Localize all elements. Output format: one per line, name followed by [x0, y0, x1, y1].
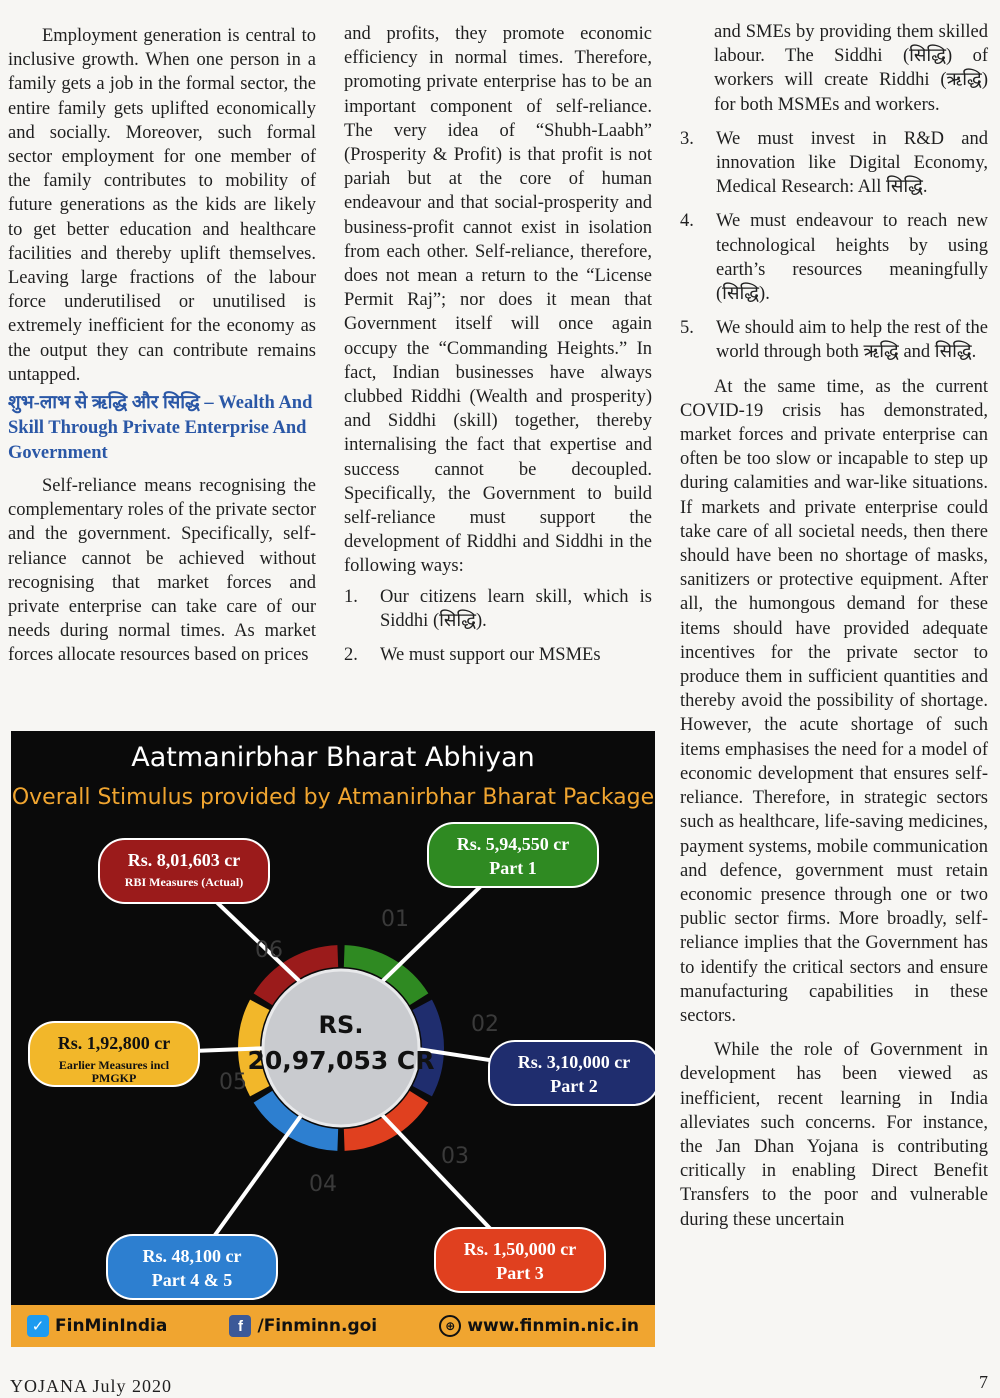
paragraph: Employment generation is central to inclusive growth. When one person in a family gets a job in the formal sector, the entire family gets uplifted economically and socially. Moreover, such formal sector employment for one member of the family contributes to mobility of future generations as the kids are likely to get better education and healthcare facilities and thereby uplift themselves. Leaving large fractions of the labour force underutilised or unutilised is extremely inefficient for the economy as the output they can contribute remains untapped. [8, 26, 316, 385]
pill-amount: Rs. 5,94,550 cr [456, 834, 570, 854]
segment-number: 06 [255, 938, 283, 963]
pill-amount: Rs. 1,50,000 cr [463, 1239, 577, 1259]
infographic-title: Aatmanirbhar Bharat Abhiyan [131, 742, 535, 773]
list-item [680, 127, 988, 200]
column-3 [680, 20, 988, 1232]
column-2 [344, 22, 652, 677]
list-number: 2. [344, 645, 358, 666]
segment-number: 04 [309, 1172, 337, 1197]
list-item [680, 209, 988, 306]
segment-pill [99, 839, 269, 903]
list-text: We must invest in R&D and innovation like Digital Economy, Medical Research: All सिद्धि. [716, 128, 988, 198]
paragraph: Self-reliance means recognising the complementary roles of the private sector and the government. Specifically, self-reliance cannot be achieved without recognising that market forces and private enterprise can take care of our needs during normal times. As market forces allocate resources based on prices [8, 476, 316, 666]
segment-pill [489, 1041, 655, 1105]
pill-label: Part 1 [489, 858, 537, 878]
pill-label: Part 2 [550, 1076, 598, 1096]
center-total: 20,97,053 CR [247, 1046, 435, 1075]
website [439, 1315, 639, 1337]
twitter-icon: ✓ [27, 1315, 49, 1337]
segment-pill [29, 1022, 199, 1086]
center-label: RS. [318, 1011, 364, 1039]
facebook-text: /Finminn.goi [257, 1316, 378, 1336]
pill-label: RBI Measures (Actual) [124, 875, 244, 889]
paragraph: and SMEs by providing them skilled labour. The Siddhi (सिद्धि) of workers will create Riddhi (ऋद्धि) for both MSMEs and workers. [714, 22, 988, 115]
twitter-text: FinMinIndia [55, 1316, 168, 1336]
section-heading: शुभ-लाभ से ऋद्धि और सिद्धि – Wealth And Skill Through Private Enterprise And Government [8, 393, 313, 464]
segment-number: 01 [381, 907, 409, 932]
numbered-list [344, 585, 652, 668]
globe-icon: ⊕ [439, 1315, 461, 1337]
pill-label: Part 3 [496, 1263, 544, 1283]
page-footer: YOJANA July 2020 [10, 1376, 173, 1396]
paragraph: At the same time, as the current COVID-19 crisis has demonstrated, market forces and private enterprise can often be too slow or incapable to step up during calamities and war-like situations. If markets and private enterprise could take care of all societal needs, then there should have been no shortage of masks, sanitizers or protective equipment. After all, the humongous demand for these items should have provided adequate incentives for the private sector to produce them in sufficient quantities and thereby avoid the possibility of shortage. However, the acute shortage of such items emphasises the need for a model of economic development that ensures self-reliance. Therefore, in strategic sectors such as healthcare, life-saving medicines, payment systems, mobile communication and defence, government must retain economic presence through one or two public sector firms. More broadly, self-reliance implies that the Government has to identify the critical sectors and ensure manufacturing capabilities in these sectors. [680, 376, 988, 1026]
paragraph: and profits, they promote economic efficiency in normal times. Therefore, promoting private enterprise has to be an important component of self-reliance. The very idea of “Shubh-Laabh” (Prosperity & Profit) is that profit is not pariah but at the core of human endeavour and that social-prosperity and business-profit cannot exist in isolation from each other. Self-reliance, therefore, does not mean a return to the “License Permit Raj”; nor does it mean that Government itself will once again occupy the “Commanding Heights.” In fact, Indian businesses have always clubbed Riddhi (Wealth and prosperity) and Siddhi (skill) together, thereby internalising the fact that expertise and success cannot be decoupled. Specifically, the Government to build self-reliance must support the development of Riddhi and Siddhi in the following ways: [344, 24, 652, 577]
list-item [680, 316, 988, 364]
infographic-subtitle: Overall Stimulus provided by Atmanirbhar Bharat Package [11, 785, 655, 810]
pill-amount: Rs. 8,01,603 cr [127, 850, 241, 870]
segment-number: 02 [471, 1012, 499, 1037]
segment-pill [435, 1228, 605, 1292]
pill-label-2: PMGKP [91, 1071, 137, 1085]
list-number: 1. [344, 586, 358, 607]
list-text: Our citizens learn skill, which is Siddhi (सिद्धि). [380, 586, 652, 631]
infographic-footer [11, 1305, 655, 1347]
list-text: We must support our MSMEs [380, 645, 601, 666]
segment-number: 05 [219, 1070, 247, 1095]
list-number: 5. [680, 318, 694, 339]
pill-amount: Rs. 3,10,000 cr [517, 1052, 631, 1072]
segment-pill [107, 1235, 277, 1299]
list-item [344, 585, 652, 633]
website-text: www.finmin.nic.in [467, 1316, 639, 1336]
paragraph: While the role of Government in development has been viewed as inefficient, recent learning in India alleviates such concerns. For instance, the Jan Dhan Yojana is contributing critically in enabling Direct Benefit Transfers to the poor and vulnerable during these uncertain [680, 1040, 988, 1230]
pill-background [99, 839, 269, 903]
pill-label: Earlier Measures incl [58, 1058, 170, 1072]
list-item [344, 643, 652, 667]
page-number: 7 [979, 1372, 988, 1392]
column-1 [8, 24, 316, 668]
pill-amount: Rs. 1,92,800 cr [57, 1033, 171, 1053]
infographic-drawing [11, 731, 655, 1305]
list-number: 4. [680, 211, 694, 232]
pill-label: Part 4 & 5 [151, 1270, 233, 1290]
list-text: We must endeavour to reach new technological heights by using earth’s resources meaningfully (सिद्धि). [716, 211, 988, 305]
facebook-handle [229, 1315, 377, 1337]
twitter-handle [27, 1315, 167, 1337]
segment-pill [428, 823, 598, 887]
list-text: We should aim to help the rest of the world through both ऋद्धि and सिद्धि. [716, 318, 988, 363]
stimulus-infographic [11, 731, 655, 1347]
list-number: 3. [680, 128, 694, 149]
facebook-icon: f [229, 1315, 251, 1337]
numbered-list [680, 127, 988, 365]
pill-amount: Rs. 48,100 cr [142, 1246, 242, 1266]
segment-number: 03 [441, 1144, 469, 1169]
